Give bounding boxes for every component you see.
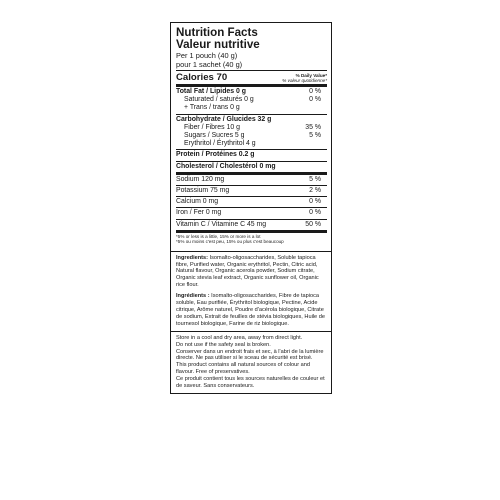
- footnote-fr: *5% ou moins c'est peu, 15% ou plus c'est beaucoup: [176, 239, 284, 245]
- nutrient-row: [176, 88, 327, 96]
- serving-fr: pour 1 sachet (40 g): [176, 60, 243, 69]
- nutrient-dv: 50 %: [305, 220, 321, 228]
- nutrition-facts-table: [171, 23, 331, 251]
- ingredients-en-text: Isomalto-oligosaccharides, Soluble tapioca fibre, Purified water, Organic erythritol, Pectin, Citric acid, Natural flavour, Organic acerola powder, Sodium citrate, Organic stevia leaf extract, Organic sunflower oil, Organic rice flour.: [176, 254, 319, 289]
- divider: [176, 161, 327, 162]
- nutrient-row: [176, 116, 327, 124]
- dv-en: % Daily Value*: [295, 72, 327, 78]
- divider: [176, 185, 327, 186]
- nutrient-row: [176, 187, 327, 195]
- ingredients-en: [176, 255, 327, 290]
- nutrient-dv: 2 %: [309, 187, 321, 195]
- nutrient-dv: [321, 163, 327, 171]
- nutrient-name: Total Fat / Lipides 0 g: [176, 88, 246, 95]
- nutrient-dv: [321, 151, 327, 159]
- storage-line: Conserver dans un endroit frais et sec, à l'abri de la lumière directe. Ne pas utiliser si le sceau de sécurité est brisé.: [176, 348, 324, 362]
- divider: [176, 207, 327, 208]
- divider: [176, 172, 327, 175]
- divider: [176, 70, 327, 71]
- storage-line: This product contains all natural sources of colour and flavour. Free of preservatives.: [176, 362, 311, 376]
- nutrient-name: + Trans / trans 0 g: [184, 104, 240, 112]
- nutrient-name: Carbohydrate / Glucides 32 g: [176, 115, 272, 123]
- storage-line: Ce produit contient tous les sources naturelles de couleur et de saveur. Sans conservateurs.: [176, 376, 325, 390]
- divider: [176, 114, 327, 115]
- calories-row: [176, 72, 327, 83]
- nutrient-row: [176, 104, 327, 112]
- divider: [176, 230, 327, 233]
- nutrient-row: [176, 221, 327, 229]
- ingredients-section: [171, 251, 331, 331]
- calories: Calories 70: [176, 72, 228, 83]
- title-fr: Valeur nutritive: [176, 38, 260, 51]
- ingredients-en-label: Ingredients:: [176, 254, 209, 261]
- storage-line: Store in a cool and dry area, away from direct light.: [176, 334, 303, 341]
- nutrient-row: [176, 176, 327, 184]
- nutrient-dv: 35 %: [305, 123, 321, 131]
- divider: [176, 149, 327, 150]
- nutrient-name: Calcium 0 mg: [176, 198, 219, 206]
- ingredients-fr-label: Ingrédients :: [176, 293, 210, 300]
- nutrient-row: [176, 124, 327, 132]
- nutrient-row: [176, 151, 327, 159]
- nutrient-name: Sugars / Sucres 5 g: [184, 132, 245, 140]
- daily-value-header: [282, 73, 327, 83]
- nutrient-row: [176, 209, 327, 217]
- title-en: Nutrition Facts: [176, 26, 258, 39]
- nutrient-dv: [321, 116, 327, 124]
- storage-section: [171, 331, 331, 393]
- nutrient-dv: 0 %: [309, 198, 321, 206]
- nutrition-label: [170, 22, 332, 394]
- nutrient-row: [176, 163, 327, 171]
- serving-en: Per 1 pouch (40 g): [176, 51, 238, 60]
- ingredients-fr-text: Isomalto-oligosaccharides, Fibre de tapioca soluble, Eau purifiée, Érythritol biologique, Pectine, Acide citrique, Arôme naturel, Poudre d'acérola biologique, Citrate de sodium, Extrait de feuilles de stévia biologiques, Huile de tournesol biologique, Farine de riz biologique.: [176, 293, 325, 327]
- nutrient-dv: [321, 104, 327, 112]
- dv-fr: % valeur quotidienne*: [282, 77, 327, 83]
- nutrient-name: Cholesterol / Cholestérol 0 mg: [176, 162, 276, 170]
- nutrient-dv: 0 %: [309, 88, 321, 95]
- nutrient-dv: [321, 140, 327, 148]
- storage-line: Do not use if the safety seal is broken.: [176, 341, 271, 348]
- nutrient-dv: 5 %: [309, 132, 321, 140]
- nutrient-name: Erythritol / Érythritol 4 g: [184, 140, 256, 148]
- nutrient-row: [176, 140, 327, 148]
- divider: [176, 219, 327, 220]
- nutrient-name: Potassium 75 mg: [176, 187, 230, 195]
- nutrient-row: [176, 198, 327, 206]
- nutrient-name: Protein / Protéines 0.2 g: [176, 151, 255, 159]
- nutrient-name: Fiber / Fibres 10 g: [184, 123, 240, 131]
- nutrient-name: Saturated / saturés 0 g: [184, 96, 254, 104]
- nutrient-row: [176, 96, 327, 104]
- nutrient-dv: 5 %: [309, 175, 321, 183]
- footnote-en: *5% or less is a little, 15% or more is a lot: [176, 233, 261, 239]
- nutrient-name: Sodium 120 mg: [176, 175, 225, 183]
- nutrient-name: Iron / Fer 0 mg: [176, 209, 222, 217]
- nutrient-row: [176, 132, 327, 140]
- ingredients-fr: [176, 293, 327, 328]
- divider: [176, 84, 327, 87]
- nutrient-dv: 0 %: [309, 209, 321, 217]
- divider: [176, 196, 327, 197]
- nutrient-name: Vitamin C / Vitamine C 45 mg: [176, 220, 267, 228]
- nutrient-dv: 0 %: [309, 96, 321, 104]
